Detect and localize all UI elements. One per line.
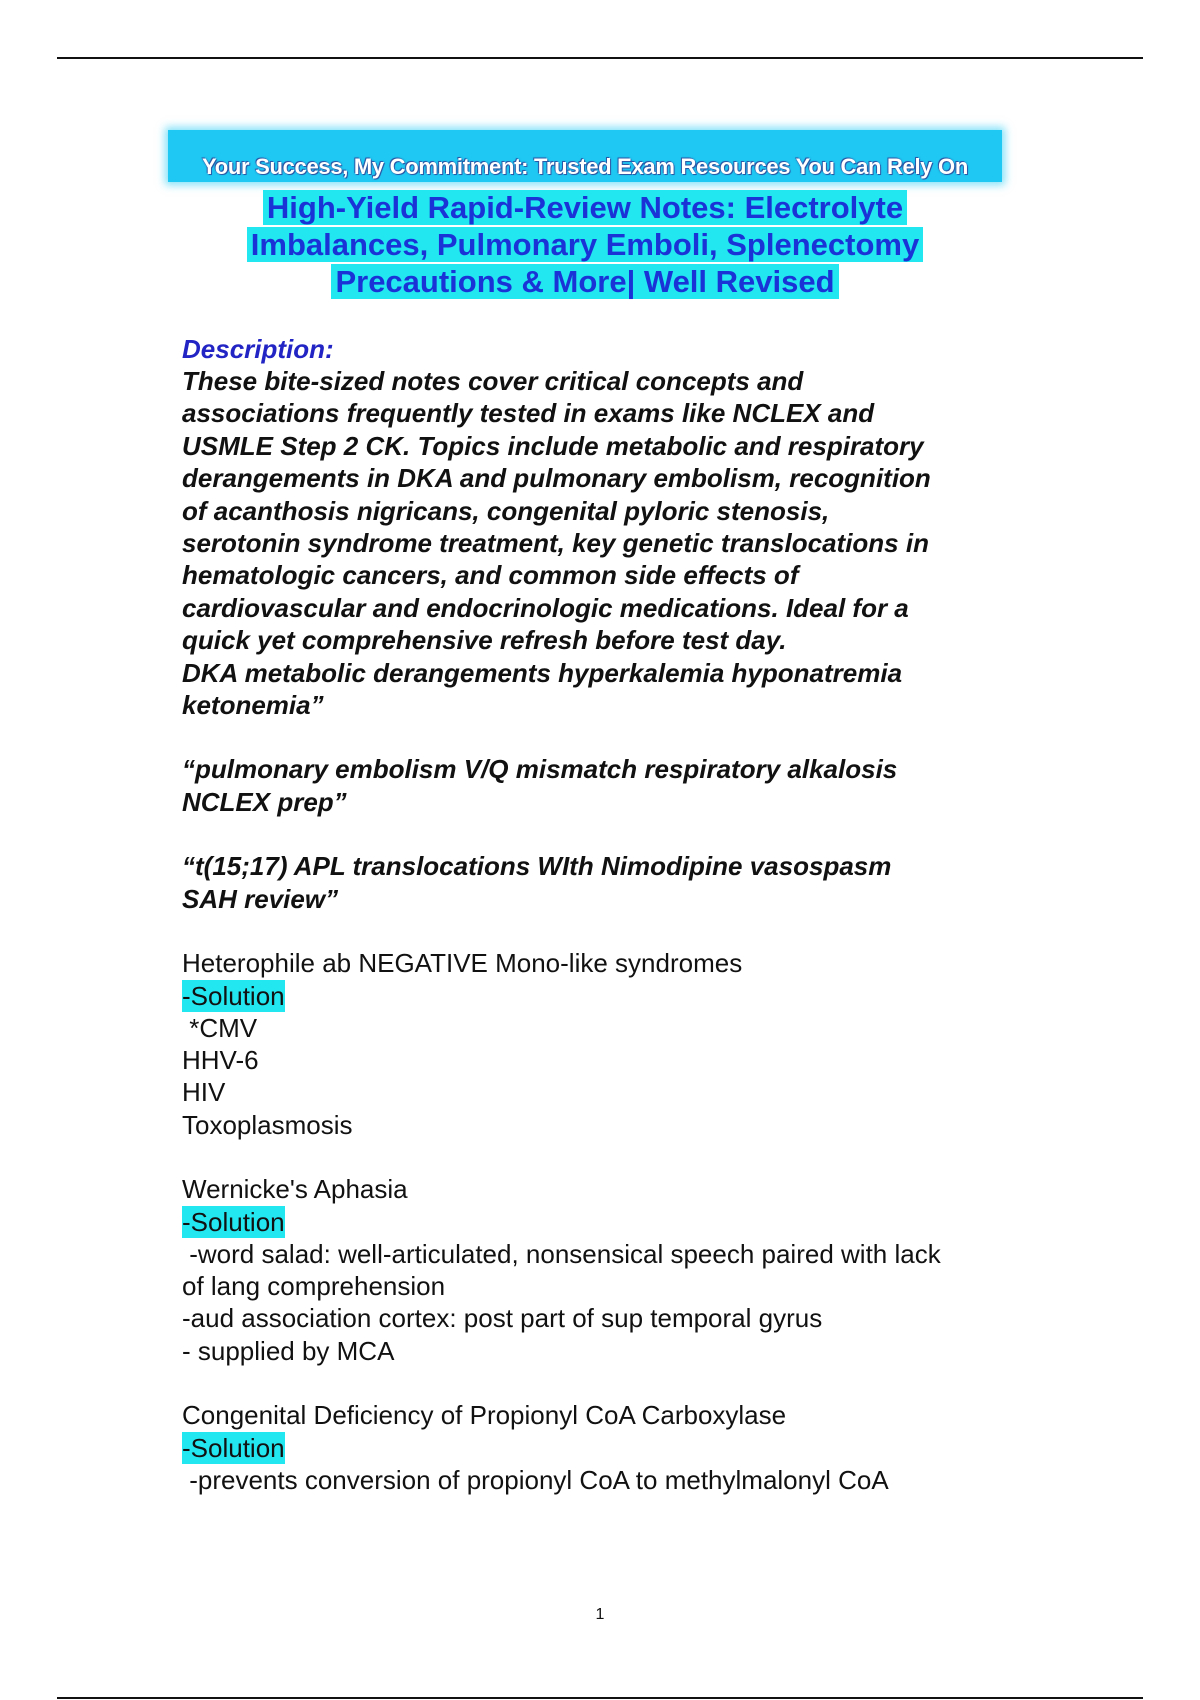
- description-text: [182, 365, 1022, 721]
- description-line: quick yet comprehensive refresh before test day.: [182, 625, 787, 656]
- entry-answer-line: of lang comprehension: [182, 1270, 446, 1301]
- title-line-2: Imbalances, Pulmonary Emboli, Splenectomy: [247, 227, 923, 262]
- qa-entry: [182, 1173, 1022, 1367]
- page-number: 1: [595, 1606, 605, 1623]
- keyword-block: [182, 753, 1022, 818]
- keyword-line: “pulmonary embolism V/Q mismatch respiratory alkalosis: [182, 754, 898, 785]
- document-body: [182, 333, 1022, 1496]
- qa-entry: [182, 947, 1022, 1141]
- description-line: USMLE Step 2 CK. Topics include metabolic and respiratory: [182, 430, 924, 461]
- description-line: derangements in DKA and pulmonary embolism, recognition: [182, 463, 931, 494]
- bottom-rule: [57, 1697, 1143, 1699]
- header-banner: [168, 130, 1002, 182]
- entry-answer-line: HHV-6: [182, 1044, 259, 1075]
- entry-question: Congenital Deficiency of Propionyl CoA Carboxylase: [182, 1400, 787, 1431]
- title-line-3: Precautions & More| Well Revised: [331, 264, 838, 299]
- qa-entry: [182, 1399, 1022, 1496]
- description-line: DKA metabolic derangements hyperkalemia hyponatremia: [182, 657, 903, 688]
- entry-answer-line: Toxoplasmosis: [182, 1109, 353, 1140]
- entry-answer-line: - supplied by MCA: [182, 1335, 395, 1366]
- solution-label: -Solution: [182, 1206, 285, 1237]
- solution-label: -Solution: [182, 1432, 285, 1463]
- description-line: associations frequently tested in exams like NCLEX and: [182, 398, 875, 429]
- entry-answer-line: -prevents conversion of propionyl CoA to methylmalonyl CoA: [182, 1464, 889, 1495]
- entry-answer-line: *CMV: [182, 1012, 258, 1043]
- keyword-block: [182, 850, 1022, 915]
- title-line-1: High-Yield Rapid-Review Notes: Electrolyte: [263, 190, 907, 225]
- document-title: [168, 189, 1002, 300]
- solution-label: -Solution: [182, 980, 285, 1011]
- description-line: cardiovascular and endocrinologic medications. Ideal for a: [182, 592, 909, 623]
- banner-text: Your Success, My Commitment: Trusted Exam Resources You Can Rely On: [201, 154, 968, 179]
- description-line: ketonemia”: [182, 690, 324, 721]
- entry-question: Heterophile ab NEGATIVE Mono-like syndromes: [182, 948, 743, 979]
- entry-answer-line: -word salad: well-articulated, nonsensical speech paired with lack: [182, 1238, 941, 1269]
- description-heading: Description:: [182, 334, 334, 364]
- entry-answer-line: HIV: [182, 1077, 226, 1108]
- top-rule: [57, 57, 1143, 59]
- entry-answer-line: -aud association cortex: post part of sup temporal gyrus: [182, 1303, 823, 1334]
- keyword-line: “t(15;17) APL translocations WIth Nimodipine vasospasm: [182, 851, 892, 882]
- keyword-line: SAH review”: [182, 883, 339, 914]
- entry-question: Wernicke's Aphasia: [182, 1174, 408, 1205]
- keyword-line: NCLEX prep”: [182, 786, 347, 817]
- description-line: serotonin syndrome treatment, key genetic translocations in: [182, 528, 929, 559]
- description-line: of acanthosis nigricans, congenital pyloric stenosis,: [182, 495, 830, 526]
- description-line: hematologic cancers, and common side effects of: [182, 560, 799, 591]
- description-line: These bite-sized notes cover critical concepts and: [182, 366, 804, 396]
